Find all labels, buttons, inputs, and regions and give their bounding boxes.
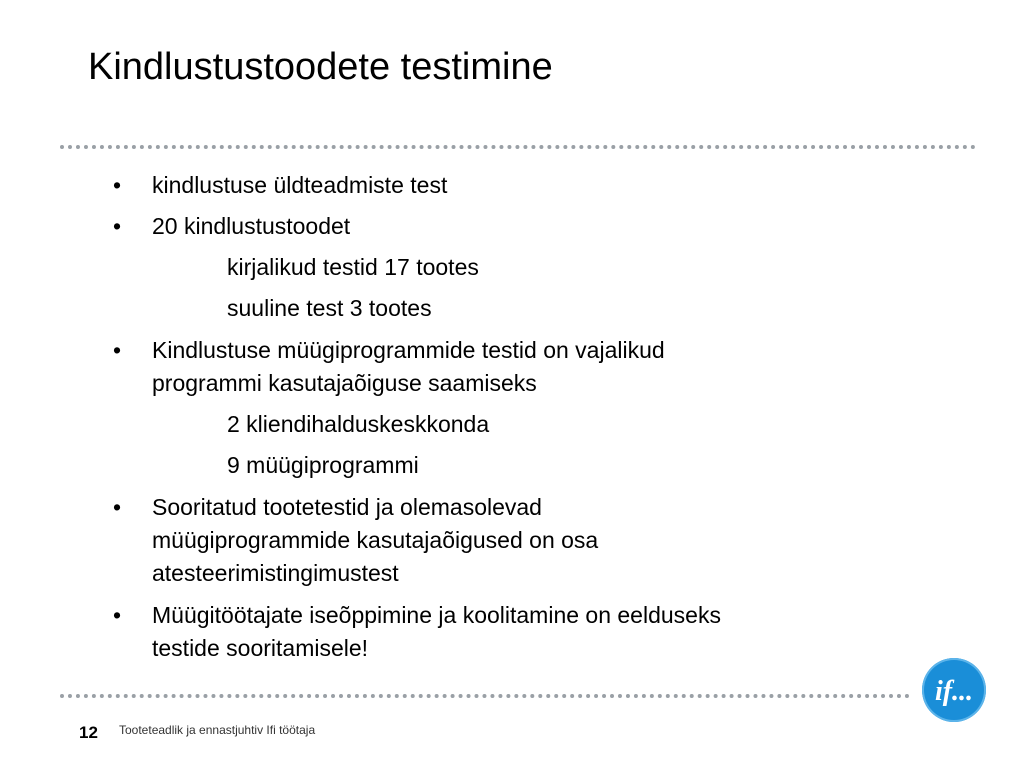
bullet-text-continuation: müügiprogrammide kasutajaõigused on osa	[152, 527, 599, 553]
sub-item-text: 9 müügiprogrammi	[227, 452, 419, 478]
page-number: 12	[79, 723, 98, 742]
sub-item-text: kirjalikud testid 17 tootes	[227, 254, 479, 280]
bullet-text-continuation: testide sooritamisele!	[152, 635, 369, 661]
sub-item-text: 2 kliendihalduskeskkonda	[227, 411, 490, 437]
bullet-text-continuation: programmi kasutajaõiguse saamiseks	[152, 370, 537, 396]
bullet-text: Müügitöötajate iseõppimine ja koolitamine on eelduseks	[152, 602, 721, 628]
bullet-text-continuation: atesteerimistingimustest	[152, 560, 399, 586]
bullet-marker: •	[113, 494, 122, 520]
bullet-text: kindlustuse üldteadmiste test	[152, 172, 448, 198]
slide-title: Kindlustustoodete testimine	[88, 46, 553, 88]
bullet-marker: •	[113, 337, 122, 363]
bullet-marker: •	[113, 213, 122, 239]
bullet-text: Kindlustuse müügiprogrammide testid on vajalikud	[152, 337, 665, 363]
if-logo	[922, 658, 986, 722]
logo-text: if...	[934, 676, 974, 707]
bullet-text: Sooritatud tootetestid ja olemasolevad	[152, 494, 542, 520]
sub-item-text: suuline test 3 tootes	[227, 295, 432, 321]
bullet-marker: •	[113, 172, 122, 198]
bullet-text: 20 kindlustustoodet	[152, 213, 351, 239]
bullet-marker: •	[113, 602, 122, 628]
footer-text: Tooteteadlik ja ennastjuhtiv Ifi töötaja	[119, 723, 316, 737]
bottom-divider	[60, 694, 910, 698]
